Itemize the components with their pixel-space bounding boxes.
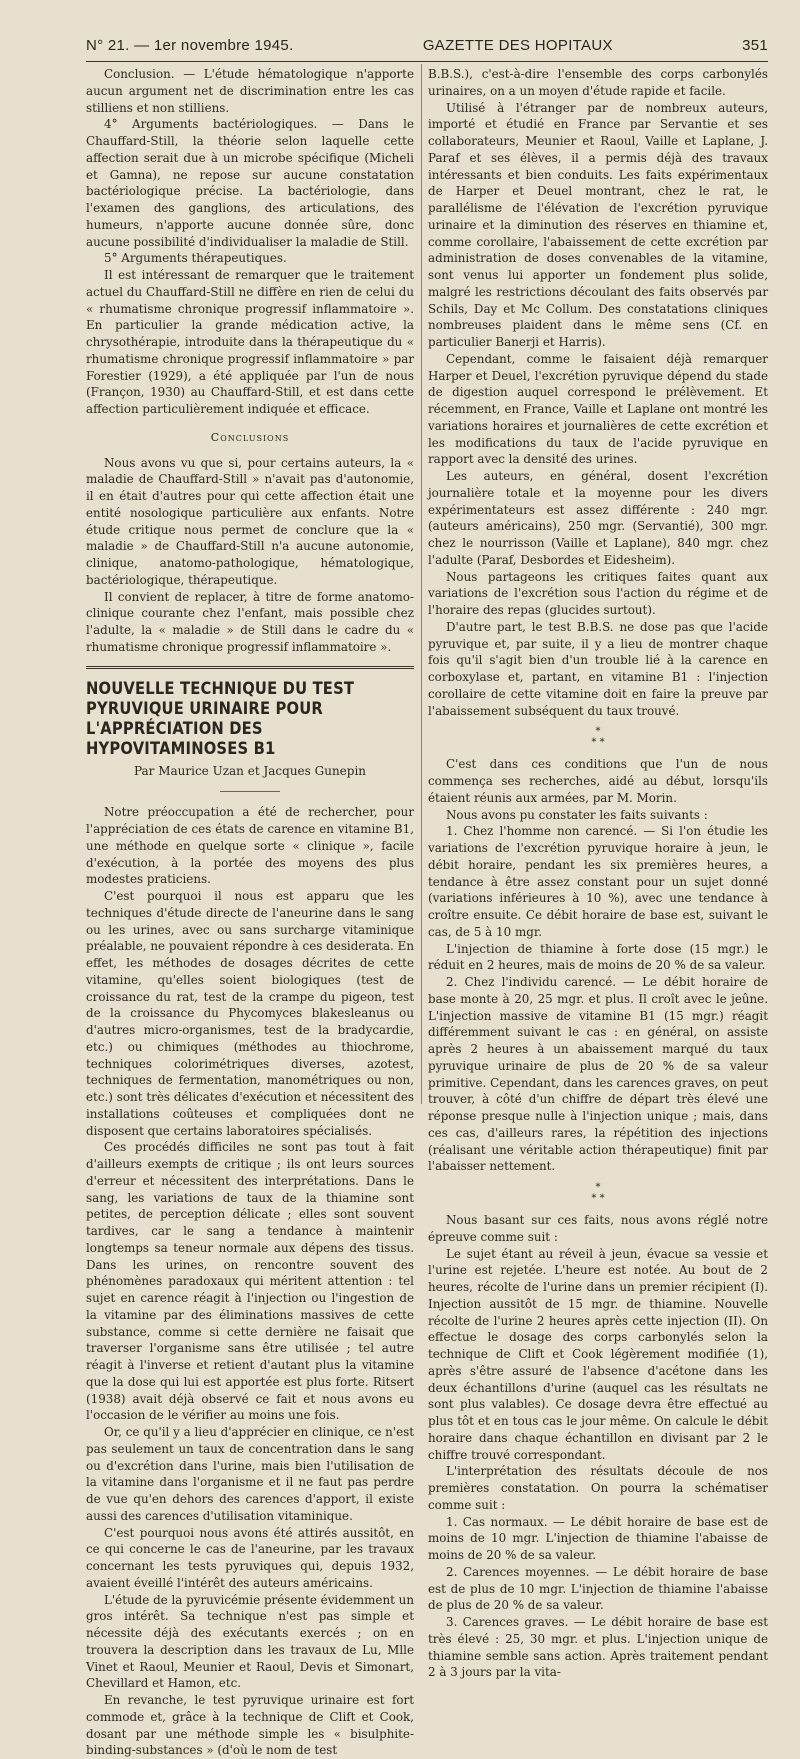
paragraph: 4° Arguments bactériologiques. — Dans le Chauffard-Still, la théorie selon laquelle cette affection serait due à un microbe spécifique (Micheli et Gamna), ne repose sur aucune constatation bactériologique précise. La bactériologie, dans l'examen des ganglions, des articulations, des humeurs, n'apporte aucune donnée sûre, donc aucune possibilité d'individualiser la maladie de Still.: [86, 117, 414, 249]
paragraph: Il est intéressant de remarquer que le traitement actuel du Chauffard-Still ne diffère en rien de celui du « rhumatisme chronique progressif inflammatoire ». En particulier la grande médication active, la chrysothérapie, introduite dans la thérapeutique du « rhumatisme chronique progressif inflammatoire » par Forestier (1929), a été appliquée par l'un de nous (Françon, 1930) au Chauffard-Still, et est dans cette affection particulièrement indiquée et efficace.: [86, 268, 414, 416]
paragraph: Nous avons vu que si, pour certains auteurs, la « maladie de Chauffard-Still » n'avait pas d'autonomie, il en était d'autres pour qui cette affection était une entité nosologique particulière aux enfants. Notre étude critique nous permet de conclure que la « maladie » de Chauffard-Still n'a aucune autonomie, clinique, anatomo-pathologique, hématologique, bactériologique, thérapeutique.: [86, 455, 414, 587]
paragraph: Il convient de replacer, à titre de forme anatomo-clinique courante chez l'enfant, mais possible chez l'adulte, la « maladie » de Still dans le cadre du « rhumatisme chronique progressif inflammatoire ».: [86, 589, 414, 654]
issue-date: N° 21. — 1er novembre 1945.: [86, 37, 294, 54]
paragraph: Le sujet étant au réveil à jeun, évacue sa vessie et l'urine est rejetée. L'heure est notée. Au bout de 2 heures, récolte de l'urine dans un premier récipient (I). Injection aussitôt de 15 mgr. de thiamine. Nouvelle récolte de l'urine 2 heures après cette injection (II). On effectue le dosage des corps carbonylés selon la technique de Clift et Cook légèrement modifiée (1), après s'être assuré de l'absence d'acétone dans les deux échantillons d'urine (auquel cas les résultats ne sont plus valables). Ce dosage devra être effectué au plus tôt et en tous cas le jour même. On calcule le débit horaire dans chaque échantillon en divisant par 2 le chiffre trouvé correspondant.: [428, 1246, 768, 1462]
section-rule: [86, 666, 414, 669]
paragraph: L'injection de thiamine à forte dose (15 mgr.) le réduit en 2 heures, mais de moins de 20 % de sa valeur.: [428, 941, 768, 973]
paragraph: Utilisé à l'étranger par de nombreux auteurs, importé et étudié en France par Servantie et ses collaborateurs, Meunier et Raoul, Vaille et Laplane, J. Paraf et ses élèves, il a permis déjà des travaux intéressants et bien conduits. Les faits expérimentaux de Harper et Deuel montrant, chez le rat, le parallélisme de l'élévation de l'excrétion pyruvique urinaire et la diminution des réserves en thiamine et, comme corollaire, l'abaissement de cette excrétion par administration de doses convenables de la vitamine, sont venus lui apporter un fondement plus solide, malgré les restrictions découlant des faits observés par Schils, Day et Mc Collum. Des constatations cliniques nombreuses plaident dans le même sens (Cf. en particulier Banerji et Harris).: [428, 100, 768, 349]
paragraph: L'interprétation des résultats découle de nos premières constatation. On pourra la schématiser comme suit :: [428, 1464, 768, 1512]
article-title: NOUVELLE TECHNIQUE DU TEST PYRUVIQUE URINAIRE POUR L'APPRÉCIATION DES HYPOVITAMINOSES B1: [86, 678, 355, 758]
paragraph: 1. Chez l'homme non carencé. — Si l'on étudie les variations de l'excrétion pyruvique horaire à jeun, le débit horaire, pendant les six premières heures, a tendance à être assez constant pour un sujet donné (variations inférieures à 10 %), avec une tendance à croître ensuite. Ce débit horaire de base est, suivant le cas, de 5 à 10 mgr.: [428, 824, 768, 939]
page-number: 351: [742, 37, 768, 54]
running-head: [86, 37, 768, 59]
paragraph: C'est pourquoi il nous est apparu que les techniques d'étude directe de l'aneurine dans le sang ou les urines, avec ou sans surcharge vitaminique préalable, ne pouvaient répondre à ces desiderata. En effet, les méthodes de dosages décrites de cette vitamine, qu'elles soient biologiques (test de croissance du rat, test de la crampe du pigeon, test de la croissance du Phycomyces blakesleanus ou d'autres micro-organismes, test de la bradycardie, etc.) ou chimiques (méthodes au thiochrome, techniques colorimétriques diverses, azotest, techniques de fermentation, manométriques ou non, etc.) sont très délicates d'exécution et nécessitent des installations coûteuses et compliquées dont ne disposent que certains laboratoires spécialisés.: [86, 889, 414, 1138]
paragraph: Or, ce qu'il y a lieu d'apprécier en clinique, ce n'est pas seulement un taux de concentration dans le sang ou d'excrétion dans l'urine, mais bien l'utilisation de la vitamine dans l'organisme et il ne faut pas perdre de vue qu'en dehors des carences d'apport, il existe aussi des carences d'utilisation vitaminique.: [86, 1425, 414, 1523]
paragraph: L'étude de la pyruvicémie présente évidemment un gros intérêt. Sa technique n'est pas simple et nécessite déjà des exécutants exercés ; on en trouvera la description dans les travaux de Lu, Mlle Vinet et Raoul, Meunier et Raoul, Devis et Simonart, Chevillard et Hamon, etc.: [86, 1592, 414, 1691]
short-rule: [220, 791, 280, 792]
paragraph: 2. Carences moyennes. — Le débit horaire de base est de plus de 10 mgr. L'injection de thiamine l'abaisse de plus de 20 % de sa valeur.: [428, 1564, 768, 1613]
paragraph: 3. Carences graves. — Le débit horaire de base est très élevé : 25, 30 mgr. et plus. L'injection unique de thiamine semble sans action. Après traitement pendant 2 à 3 jours par la vita-: [428, 1615, 768, 1680]
paragraph: Les auteurs, en général, dosent l'excrétion journalière totale et la moyenne pour les divers expérimentateurs est assez différente : 240 mgr. (auteurs américains), 250 mgr. (Servantié), 300 mgr. chez le nourrisson (Vaille et Laplane), 840 mgr. chez l'adulte (Paraf, Desbordes et Eidesheim).: [428, 469, 768, 567]
paragraph: C'est pourquoi nous avons été attirés aussitôt, en ce qui concerne le cas de l'aneurine, par les travaux concernant les tests pyruviques qui, depuis 1932, avaient éveillé l'intérêt des auteurs américains.: [86, 1525, 414, 1590]
paragraph: C'est dans ces conditions que l'un de nous commença ses recherches, aidé au début, lorsqu'ils étaient réunis aux armées, par M. Morin.: [428, 757, 768, 805]
paragraph: Nous basant sur ces faits, nous avons réglé notre épreuve comme suit :: [428, 1213, 768, 1244]
paragraph: Cependant, comme le faisaient déjà remarquer Harper et Deuel, l'excrétion pyruvique dépend du stade de digestion auquel correspond le prélèvement. Et récemment, en France, Vaille et Laplane ont montré les variations horaires et journalières de cette excrétion et les modifications du taux de l'acide pyruvique en rapport avec la densité des urines.: [428, 351, 768, 467]
paragraph: Nous partageons les critiques faites quant aux variations de l'excrétion sous l'action du régime et de l'horaire des repas (glucides surtout).: [428, 569, 768, 617]
paragraph: Nous avons pu constater les faits suivants :: [446, 807, 708, 822]
column-divider: [421, 64, 422, 1104]
paragraph: Ces procédés difficiles ne sont pas tout à fait d'ailleurs exempts de critique ; ils ont leurs sources d'erreur et nécessitent des interprétations. Dans le sang, les variations de taux de la thiamine sont petites, de perception délicate ; elles sont souvent tardives, car le sang a tendance à maintenir longtemps sa teneur normale aux dépens des tissus. Dans les urines, on rencontre souvent des phénomènes paradoxaux qui méritent attention : tel sujet en carence réagit à l'injection ou l'ingestion de la vitamine par des éliminations massives de cette substance, comme si cette dernière ne faisait que traverser l'organisme sans être utilisée ; tel autre réagit à l'inverse et retient d'autant plus la vitamine que la dose qui lui est apportée est plus forte. Ritsert (1938) avait déjà observé ce fait et nous avons eu l'occasion de le vérifier au moins une fois.: [86, 1140, 414, 1423]
paragraph: 5° Arguments thérapeutiques.: [104, 251, 287, 266]
paragraph: Conclusion. — L'étude hématologique n'apporte aucun argument net de discrimination entre les cas stilliens et non stilliens.: [86, 67, 414, 115]
journal-title: GAZETTE DES HOPITAUX: [422, 37, 613, 54]
paragraph: En revanche, le test pyruvique urinaire est fort commode et, grâce à la technique de Clift et Cook, dosant par une méthode simple les « bisulphite-binding-substances » (d'où le nom de test: [86, 1693, 414, 1758]
left-column: [86, 66, 414, 1759]
section-separator-stars: * * *: [591, 1182, 605, 1204]
paragraph: 1. Cas normaux. — Le débit horaire de base est de moins de 10 mgr. L'injection de thiamine l'abaisse de moins de 20 % de sa valeur.: [428, 1514, 768, 1562]
right-column: [428, 66, 768, 1681]
conclusions-heading: Conclusions: [210, 430, 290, 444]
header-rule: [86, 61, 768, 62]
paragraph: 2. Chez l'individu carencé. — Le débit horaire de base monte à 20, 25 mgr. et plus. Il croît avec le jeûne. L'injection massive de vitamine B1 (15 mgr.) réagit différemment suivant le cas : en général, on assiste après 2 heures à un abaissement marqué du taux pyruvique urinaire de plus de 20 % de sa valeur primitive. Cependant, dans les carences graves, on peut trouver, à côté d'un chiffre de départ très élevé une réponse presque nulle à l'injection unique ; mais, dans ces cas, d'ailleurs rares, la répétition des injections (réalisant une véritable action thérapeutique) finit par l'abaisser nettement.: [428, 975, 768, 1174]
article-authors: Par Maurice Uzan et Jacques Gunepin: [133, 763, 367, 778]
section-separator-stars: * * *: [591, 726, 605, 749]
paragraph: Notre préoccupation a été de rechercher, pour l'appréciation de ces états de carence en vitamine B1, une méthode en quelque sorte « clinique », facile d'exécution, à la portée des moyens des plus modestes praticiens.: [86, 805, 414, 887]
paragraph: D'autre part, le test B.B.S. ne dose pas que l'acide pyruvique et, par suite, il y a lieu de montrer chaque fois qu'il s'agit bien d'un trouble lié à la carence en corboxylase et, partant, en vitamine B1 : l'injection corollaire de cette vitamine doit en faire la preuve par l'abaissement subséquent du taux trouvé.: [428, 619, 768, 718]
paragraph: B.B.S.), c'est-à-dire l'ensemble des corps carbonylés urinaires, on a un moyen d'étude rapide et facile.: [428, 67, 768, 98]
